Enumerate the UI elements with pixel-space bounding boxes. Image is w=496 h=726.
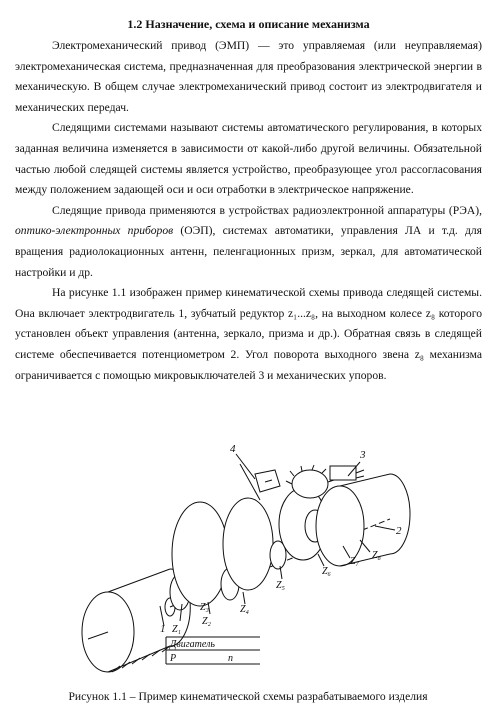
label-3: 3 [360, 449, 366, 461]
label-z3: Z₃ [200, 602, 210, 613]
table-motor-label: Двигатель [170, 639, 215, 650]
label-z1: Z₁ [172, 624, 182, 635]
figure-caption: Рисунок 1.1 – Пример кинематической схемы разрабатываемого изделия [68, 690, 428, 703]
label-4: 4 [230, 443, 236, 455]
label-z8: Z₈ [372, 550, 382, 561]
table-speed-label: n [228, 653, 233, 664]
section-title: 1.2 Назначение, схема и описание механизма [127, 17, 370, 31]
motor-spec-table [166, 637, 260, 664]
label-1: 1 [160, 623, 166, 635]
paragraph-emp-definition: Электромеханический привод (ЭМП) — это управляемая (или неуправляемая) электромеханическая система, предназначенная для преобразования электрической энергии в механическую. В общем случае электромеханический привод состоит из электродвигателя и механических передач. [15, 39, 482, 114]
limit-stop-bracket [240, 464, 280, 500]
paragraph-applications [15, 201, 482, 283]
kinematic-diagram [60, 434, 420, 674]
label-z2: Z₂ [202, 616, 212, 627]
label-z7: Z₇ [350, 556, 360, 567]
gear-z1-z2 [170, 502, 228, 610]
paragraph-figure-description: На рисунке 1.1 изображен пример кинематической схемы привода следящей системы. Она включает электродвигатель 1, зубчатый редуктор z₁...z₈, на выходном колесе z₈ которого установлен объект управления (антенна, зеркало, призма и др.). Обратная связь в следящей системе обеспечивается потенциометром 2. Угол поворота выходного звена z₈ механизма ограничивается с помощью микровыключателей 3 и механических упоров. [15, 286, 482, 382]
label-2: 2 [396, 525, 402, 537]
kinematic-diagram-svg [60, 434, 420, 674]
label-z5: Z₅ [276, 580, 286, 591]
paragraph-applications-part2: (ОЭП), системах автоматики, управления ЛА и т.д. для вращения радиолокационных антенн, пеленгационных призм, зеркал, для автоматической настройки и др. [15, 224, 482, 279]
table-power-label: P [170, 653, 177, 664]
label-z6: Z₆ [322, 566, 332, 577]
paragraph-applications-part1: Следящие привода применяются в устройствах радиоэлектронной аппаратуры (РЭА), [52, 203, 482, 217]
paragraph-applications-emphasis: оптико-электронных приборов [15, 224, 174, 238]
label-z4: Z₄ [240, 604, 250, 615]
potentiometer-cylinder [316, 474, 410, 566]
paragraph-tracking-systems: Следящими системами называют системы автоматического регулирования, в которых заданная величина изменяется в зависимости от какой-либо другой величины. Обязательной частью любой следящей системы является устройство, преобразующее угол рассогласования между положением задающей оси и оси отработки в электрическое напряжение. [15, 121, 482, 197]
